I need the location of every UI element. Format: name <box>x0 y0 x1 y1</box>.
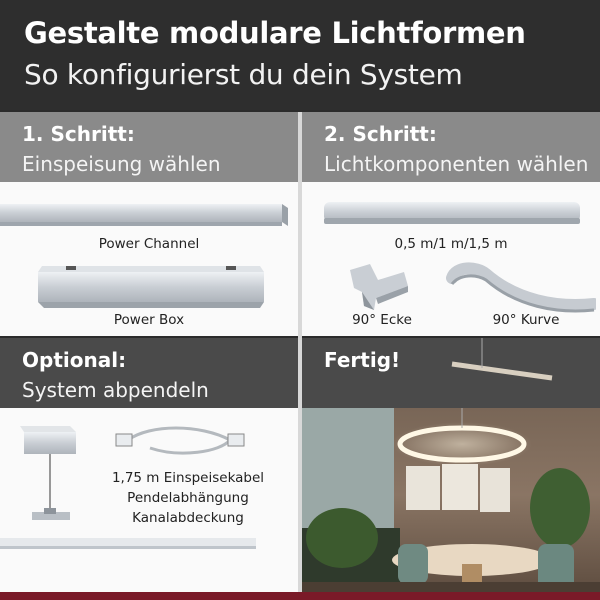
pendant-suspension-image <box>14 418 84 528</box>
cover-label: Kanalabdeckung <box>132 510 244 526</box>
power-channel-image <box>0 200 298 230</box>
curve-label: 90° Kurve <box>492 312 560 328</box>
lengths-label: 0,5 m/1 m/1,5 m <box>394 236 508 252</box>
page-subtitle: So konfigurierst du dein System <box>24 58 463 91</box>
power-channel-label: Power Channel <box>98 236 200 252</box>
power-box-label: Power Box <box>113 312 185 328</box>
footer-accent-bar <box>0 592 600 600</box>
step1-band <box>0 112 298 182</box>
step2-panel <box>302 112 600 336</box>
cable-label: 1,75 m Einspeisekabel <box>111 470 265 486</box>
finished-heading: Fertig! <box>324 348 401 372</box>
corner-label: 90° Ecke <box>352 312 412 328</box>
cable-image <box>110 418 260 468</box>
page-title: Gestalte modulare Lichtformen <box>24 16 526 50</box>
suspension-label: Pendelabhängung <box>127 490 249 506</box>
power-box-image <box>36 262 266 312</box>
step2-subheading: Lichtkomponenten wählen <box>324 152 589 176</box>
channel-cover-image <box>0 534 298 554</box>
step2-band <box>302 112 600 182</box>
light-bar-image <box>318 198 588 232</box>
header <box>0 0 600 110</box>
optional-band <box>0 338 298 408</box>
optional-subheading: System abpendeln <box>22 378 209 402</box>
step1-heading: 1. Schritt: <box>22 122 135 146</box>
step1-panel <box>0 112 298 336</box>
step2-heading: 2. Schritt: <box>324 122 437 146</box>
finished-band <box>302 338 600 378</box>
finished-room-panel <box>302 338 600 600</box>
curve-image <box>446 260 596 320</box>
optional-heading: Optional: <box>22 348 127 372</box>
corner-image <box>344 262 414 312</box>
step1-subheading: Einspeisung wählen <box>22 152 221 176</box>
optional-panel <box>0 338 298 600</box>
